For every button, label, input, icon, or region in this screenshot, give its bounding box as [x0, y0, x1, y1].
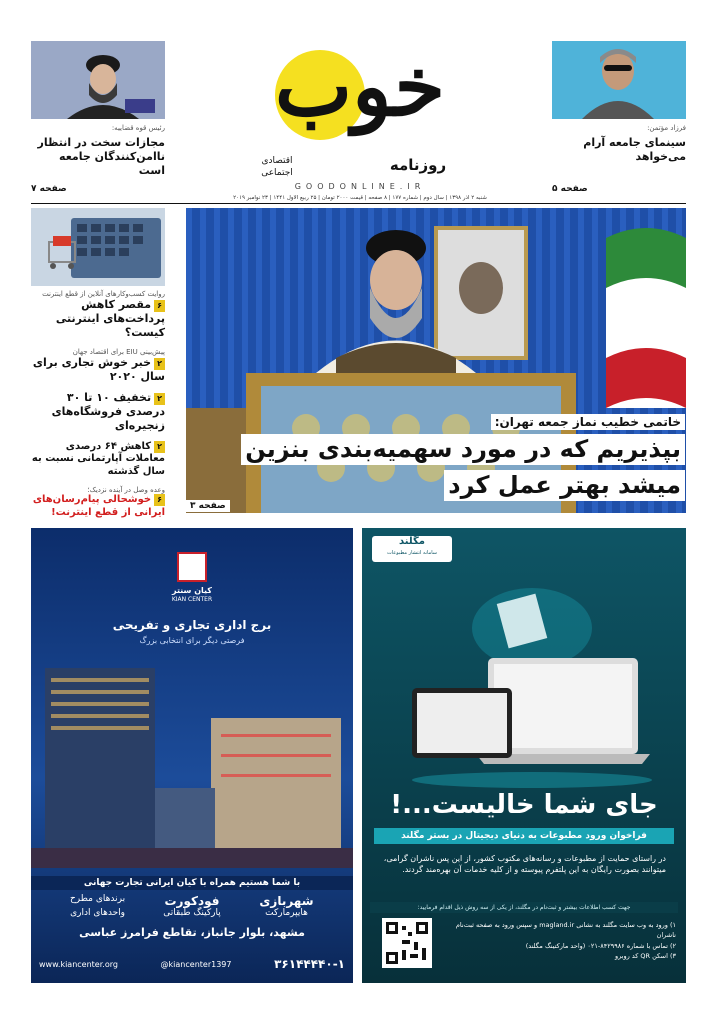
page-badge: ۲	[154, 393, 165, 405]
feature: برندهای مطرح	[70, 894, 126, 904]
ad-magland[interactable]	[362, 528, 686, 983]
magland-steps	[440, 920, 676, 962]
logo-tag-2: اجتماعی	[261, 168, 293, 178]
teaser-right-photo	[552, 41, 686, 119]
magland-brand-sub: سامانه انتشار مطبوعات	[387, 550, 437, 556]
magland-note: جهت کسب اطلاعات بیشتر و ثبت‌نام در مگلند، از یکی از سه روش ذیل اقدام فرمایید:	[370, 902, 678, 913]
lead-photo	[186, 208, 686, 513]
divider	[31, 203, 686, 204]
portrait-cleric-icon	[31, 41, 165, 119]
list-item-title: خوشحالی پیام‌رسان‌های ایرانی از قطع اینترنت!	[32, 494, 165, 518]
kian-features	[51, 894, 333, 918]
magland-headline: جای شما خالیست...!	[390, 790, 658, 820]
feature: فودکورت	[164, 894, 220, 908]
teaser-right-page[interactable]: صفحه ۵	[552, 184, 588, 194]
page-badge: ۶	[154, 494, 165, 506]
sidebar-photo	[31, 208, 165, 286]
list-item[interactable]: روایت کسب‌وکارهای آنلاین از قطع اینترنت ۶مقصر کاهش پرداخت‌های اینترنتی کیست؟	[42, 290, 165, 339]
list-item-title: تخفیف ۱۰ تا ۳۰ درصدی فروشگاه‌های زنجیره‌ای	[51, 391, 165, 432]
list-item[interactable]	[31, 441, 165, 479]
feature: واحدهای اداری	[70, 908, 125, 918]
magland-brand: مگلند	[399, 536, 425, 547]
teaser-left-headline[interactable]: مجازات سخت در انتظار ناامن‌کنندگان جامعه است	[37, 136, 165, 177]
friday-prayer-photo-icon	[186, 208, 686, 513]
step: ۲) تماس با شماره ۸۴۲۹۹۸۶-۰۲۱ (واحد مارکتینگ مگلند)	[525, 941, 676, 950]
site-url[interactable]: GOODONLINE.IR	[294, 182, 426, 191]
portrait-man-icon	[552, 41, 686, 119]
building-photo-icon	[31, 638, 353, 868]
step: ۳) اسکن QR کد روبرو	[614, 952, 676, 961]
lead-kicker: خاتمی خطیب نماز جمعه تهران:	[491, 414, 685, 430]
teaser-left-photo	[31, 41, 165, 119]
devices-icon	[382, 568, 666, 788]
qr-code-icon[interactable]	[382, 918, 432, 968]
lead-headline-2[interactable]: میشد بهتر عمل کرد	[444, 470, 685, 501]
logo-tag-1: اقتصادی	[261, 156, 293, 166]
teaser-right-headline[interactable]: سینمای جامعه آرام می‌خواهد	[583, 136, 686, 163]
list-item-title: خبر خوش تجاری برای سال ۲۰۲۰	[32, 355, 165, 383]
step: ۱) ورود به وب سایت مگلند به نشانی magland.ir و سپس ورود به صفحه ثبت‌نام ناشران	[455, 921, 676, 940]
kian-address: مشهد، بلوار جانباز، تقاطع فرامرز عباسی	[79, 926, 305, 939]
list-item[interactable]: وعده وصل در آینده نزدیک؛ ۶خوشحالی پیام‌رسان‌های ایرانی از قطع اینترنت!	[32, 486, 165, 518]
ad-kian-center[interactable]	[31, 528, 353, 983]
kian-instagram[interactable]: @kiancenter1397	[160, 959, 232, 969]
teaser-left-tag: رئیس قوه قضاییه:	[111, 124, 165, 132]
kian-contact-bar	[31, 952, 353, 976]
sidebar-list	[31, 290, 165, 519]
kian-brand-en: KIAN CENTER	[171, 596, 213, 603]
list-item[interactable]	[31, 391, 165, 433]
page-badge: ۶	[154, 300, 165, 312]
kian-phone[interactable]: ۳۶۱۴۴۴۴۰-۱	[274, 957, 345, 971]
keyboard-cart-icon	[31, 208, 165, 286]
lead-page[interactable]: صفحه ۳	[186, 500, 230, 512]
dateline: شنبه ۲ آذر ۱۳۹۸ | سال دوم | شماره ۱۷۷ | ۸ صفحه | قیمت ۲۰۰۰ تومان | ۲۵ ربیع الاول ۱۴۴۱ | ۲۳ نوامبر ۲۰۱۹	[233, 195, 487, 201]
logo-subtitle: روزنامه	[389, 156, 447, 174]
magland-banner: فراخوان ورود مطبوعات به دنیای دیجیتال در بستر مگلند	[374, 828, 674, 844]
list-item-title: مقصر کاهش پرداخت‌های اینترنتی کیست؟	[55, 298, 165, 339]
kian-title: برج اداری تجاری و تفریحی	[112, 618, 272, 632]
masthead	[245, 40, 475, 200]
page-badge: ۲	[154, 358, 165, 370]
kian-brand: کیان سنتر	[172, 586, 212, 595]
teaser-right-tag: فرزاد مؤتمن:	[647, 124, 686, 132]
teaser-left-page[interactable]: صفحه ۷	[31, 184, 67, 194]
feature: پارکینگ طبقاتی	[163, 908, 221, 918]
list-item-title: کاهش ۶۴ درصدی معاملات آپارتمانی نسبت به سال گذشته	[31, 440, 165, 477]
feature: شهربازی	[259, 894, 314, 908]
kian-strap: با شما هستیم همراه با کیان ایرانی تجارت جهانی	[31, 876, 353, 890]
list-item[interactable]: پیش‌بینی EIU برای اقتصاد جهان ۲خبر خوش تجاری برای سال ۲۰۲۰	[32, 347, 165, 383]
kian-web[interactable]: www.kiancenter.org	[39, 959, 118, 969]
lead-headline-1[interactable]: بپذیریم که در مورد سهمیه‌بندی بنزین	[241, 434, 685, 465]
page-badge: ۲	[154, 441, 165, 453]
magland-body: در راستای حمایت از مطبوعات و رسانه‌های مکتوب کشور، از این پس ناشران گرامی، میتوانند بصورت رایگان به این پلتفرم پیوسته و از کلیه خدمات آن بهره‌مند گردند.	[383, 854, 666, 874]
feature: هایپرمارکت	[265, 908, 308, 918]
kian-subtitle: فرصتی دیگر برای انتخابی بزرگ	[139, 636, 245, 645]
logo-text: خوب	[274, 39, 446, 135]
kian-logo-icon	[177, 552, 207, 582]
